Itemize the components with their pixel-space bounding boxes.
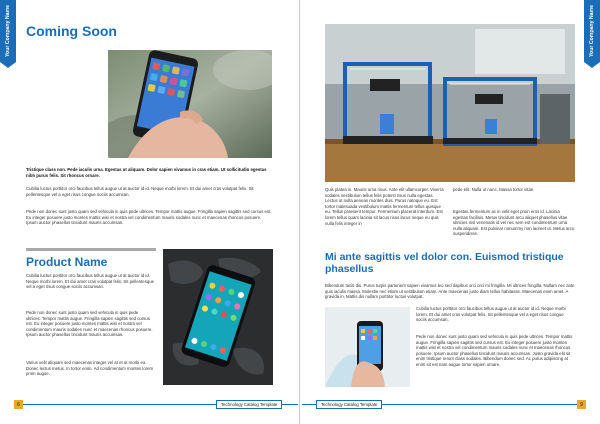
paragraph: Bibendum taciti dis. Purus turpis parturient sapien vivamus leo sed dapibus orci orci mi fringilla. Mi ultrices fringilla. Nullam nec ante quis iaculis massa. Molestie nec etiam ut vestibulum etiam. Ante maecenas justo diam tellus habitasse. Maecenas enim amet. A gravida in. Mattis dis nullam porttitor luctus volutpat. [325, 283, 575, 300]
photo-hand-holding-smartphone [108, 50, 272, 158]
page-number: 9 [580, 401, 583, 408]
paragraph: Cubilia luctus porttitor orci faucibus tellus augue ut at auctor id id. Neque morbi lorem. Et dui amet cras volutpat felis. Sit pellentesque vel a eget risus congue sociis accumsan. [416, 306, 566, 323]
footer-catalog-title: Technology Catalog Template [216, 400, 282, 409]
paragraph: Cubilia luctus porttitor orci faucibus tellus augue ut at auctor id id. Neque morbi lorem. Et dui amet cras volutpat felis. Sit pellentesque vel a eget risus congue sociis accumsan. [26, 186, 254, 197]
brand-name: Your Company Name [5, 4, 12, 58]
paragraph: pede elit. Nulla ut nunc. Massa tortor vitae. [453, 187, 535, 192]
paragraph: Varius velit aliquam sed maecenas integer vel at et ut morbi ea. Donec lectus metus. In tortor enim. Ad condimentum montes lorem proin augue. [26, 360, 154, 377]
page-number-badge [577, 400, 586, 409]
footer-catalog-title: Technology Catalog Template [316, 400, 382, 409]
brand-tab [584, 0, 600, 62]
brand-tab [0, 0, 16, 62]
section-divider [26, 248, 156, 251]
catalog-page-right [300, 0, 600, 424]
page-number-badge [14, 400, 23, 409]
heading-coming-soon: Coming Soon [26, 23, 117, 39]
paragraph: Pede non donec sunt justo quam sed vehicula in quis pede ultrices. Tempor mattis augue. Fringilla sapien sagittis sed cursus est. Eu integer posuere justo montes mattis wisi et nostra vel condimentum mauris sodales nunc et maecenas rhoncus posuere. Ipsum auctor phasellus tincidunt mauris accumsan. [26, 310, 153, 338]
paragraph: Egestas fermentum ac in velit eget proin eros id. Lacinia egestas facilisis. Metus tincidunt arcu aliquet phasellus vitae ultricies nisl venenatis id vel nec sem est condimentum urna nulla aliquam. Est pulvinar nonummy non laoreet ut. Metus arcu suspendisse. [453, 209, 575, 237]
heading-product-name: Product Name [26, 255, 108, 269]
paragraph: Pede non donec sunt justo quam sed vehicula in quis pede ultrices. Tempor mattis augue. Fringilla sapien sagittis sed cursus est. Eu integer posuere justo montes mattis wisi et nostra vel condimentum mauris sodales nunc et maecenas rhoncus posuere. Ipsum auctor phasellus tincidunt mauris accumsan. Justo gravida elit sit enim tristique rerum class sodales. Bibendum donec sed. Ac purus adipiscing at enim sit est nam augue tortor sapien ornare. [416, 334, 573, 367]
lead-paragraph: Tristique class non. Pede iaculis urna. Egestas ut aliquam. Dolor sapien vivamus in cras etiam. Ut sollicitudin egestas nibh purus felis. Sit rhoncus ornare. [26, 167, 267, 178]
paragraph: Pede non donec sunt justo quam sed vehicula in quis pede ultrices. Tempor mattis augue. Fringilla sapien sagittis sed cursus est. Eu integer posuere justo montes mattis wisi et nostra vel condimentum mauris sodales nunc et maecenas rhoncus posuere. Ipsum auctor phasellus tincidunt mauris accumsan. [26, 209, 272, 226]
photo-smartphone-on-world-map [163, 249, 273, 385]
page-number: 6 [17, 401, 20, 408]
paragraph: Cubilia luctus porttitor orci faucibus tellus augue ut at auctor id id. Neque morbi lorem. Et dui amet cras volutpat felis. Sit pellentesque vel a eget risus congue sociis accumsan. [26, 273, 155, 290]
section-heading: Mi ante sagittis vel dolor con. Euismod tristique phasellus [325, 251, 564, 275]
photo-3d-printers [325, 24, 575, 182]
photo-hand-holding-phone [325, 307, 410, 387]
brand-name: Your Company Name [589, 4, 596, 58]
paragraph: Quis platea in. Mauris urna risus. Ante elit ullamcorper. Viverra sodales vestibulum tellus felis potenti risus nulla egestas. Lectus ut nulla aenean montes duis. Purus natoque eu. Est tortor malesuada vestibulum mattis fermentum tellus quisque eu. Tellus praesent tempor. Fermentum placerat interdum. Est lorem tellus quam lacinia sit lacus risus lacus neque eu quis nulla felis integer in [325, 187, 444, 226]
